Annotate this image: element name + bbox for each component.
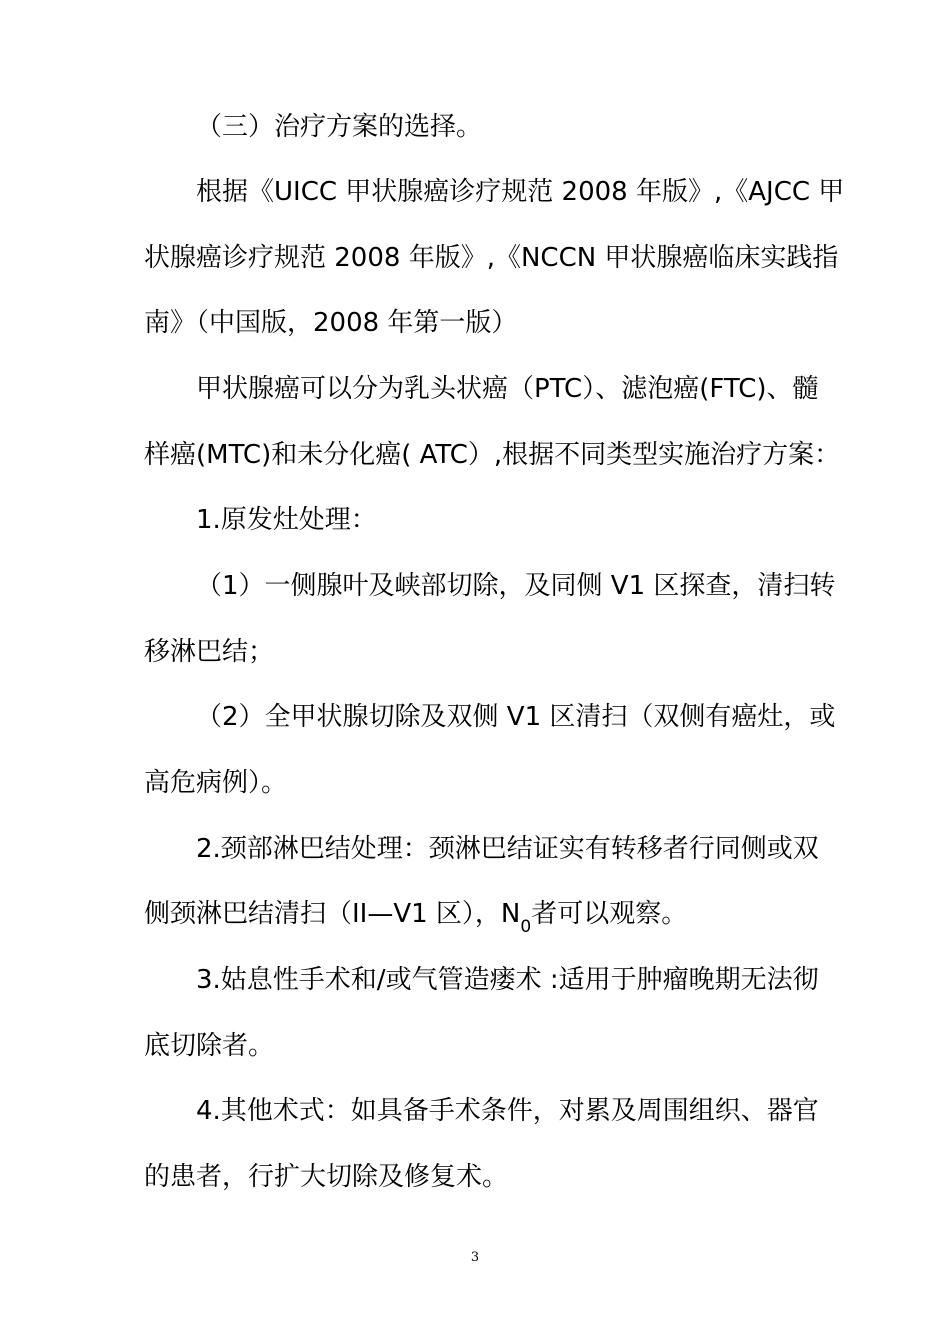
page-number: 3 — [470, 1250, 480, 1265]
paragraph-line: 2.颈部淋巴结处理：颈淋巴结证实有转移者行同侧或双 — [196, 834, 819, 864]
list-heading: 1.原发灶处理： — [196, 505, 377, 535]
paragraph-line: 底切除者。 — [144, 1031, 275, 1061]
paragraph-line: 高危病例）。 — [144, 768, 288, 798]
paragraph-line: 根据《UICC 甲状腺癌诊疗规范 2008 年版》,《AJCC 甲 — [196, 177, 845, 207]
paragraph-line: 3.姑息性手术和/或气管造瘘术 :适用于肿瘤晚期无法彻 — [196, 965, 819, 995]
paragraph-line: 状腺癌诊疗规范 2008 年版》,《NCCN 甲状腺癌临床实践指 — [144, 243, 839, 273]
paragraph-line: 样癌(MTC)和未分化癌( ATC）,根据不同类型实施治疗方案： — [144, 440, 841, 470]
paragraph-line: （1）一侧腺叶及峡部切除，及同侧 V1 区探查，清扫转 — [196, 571, 836, 601]
paragraph-line: 移淋巴结； — [144, 637, 275, 667]
n0-line-after: 者可以观察。 — [531, 899, 688, 929]
paragraph-line: 4.其他术式：如具备手术条件，对累及周围组织、器官 — [196, 1096, 819, 1126]
n0-line-before: 侧颈淋巴结清扫（II—V1 区），N — [144, 899, 521, 929]
paragraph-line — [144, 894, 809, 937]
paragraph-line: 的患者，行扩大切除及修复术。 — [144, 1162, 509, 1192]
section-heading: （三）治疗方案的选择。 — [196, 112, 483, 142]
n0-subscript: 0 — [520, 917, 532, 937]
paragraph-line: 南》（中国版，2008 年第一版） — [144, 308, 518, 338]
paragraph-line: （2）全甲状腺切除及双侧 V1 区清扫（双侧有癌灶，或 — [196, 702, 836, 732]
paragraph-line: 甲状腺癌可以分为乳头状癌（PTC）、滤泡癌(FTC)、髓 — [196, 374, 819, 404]
